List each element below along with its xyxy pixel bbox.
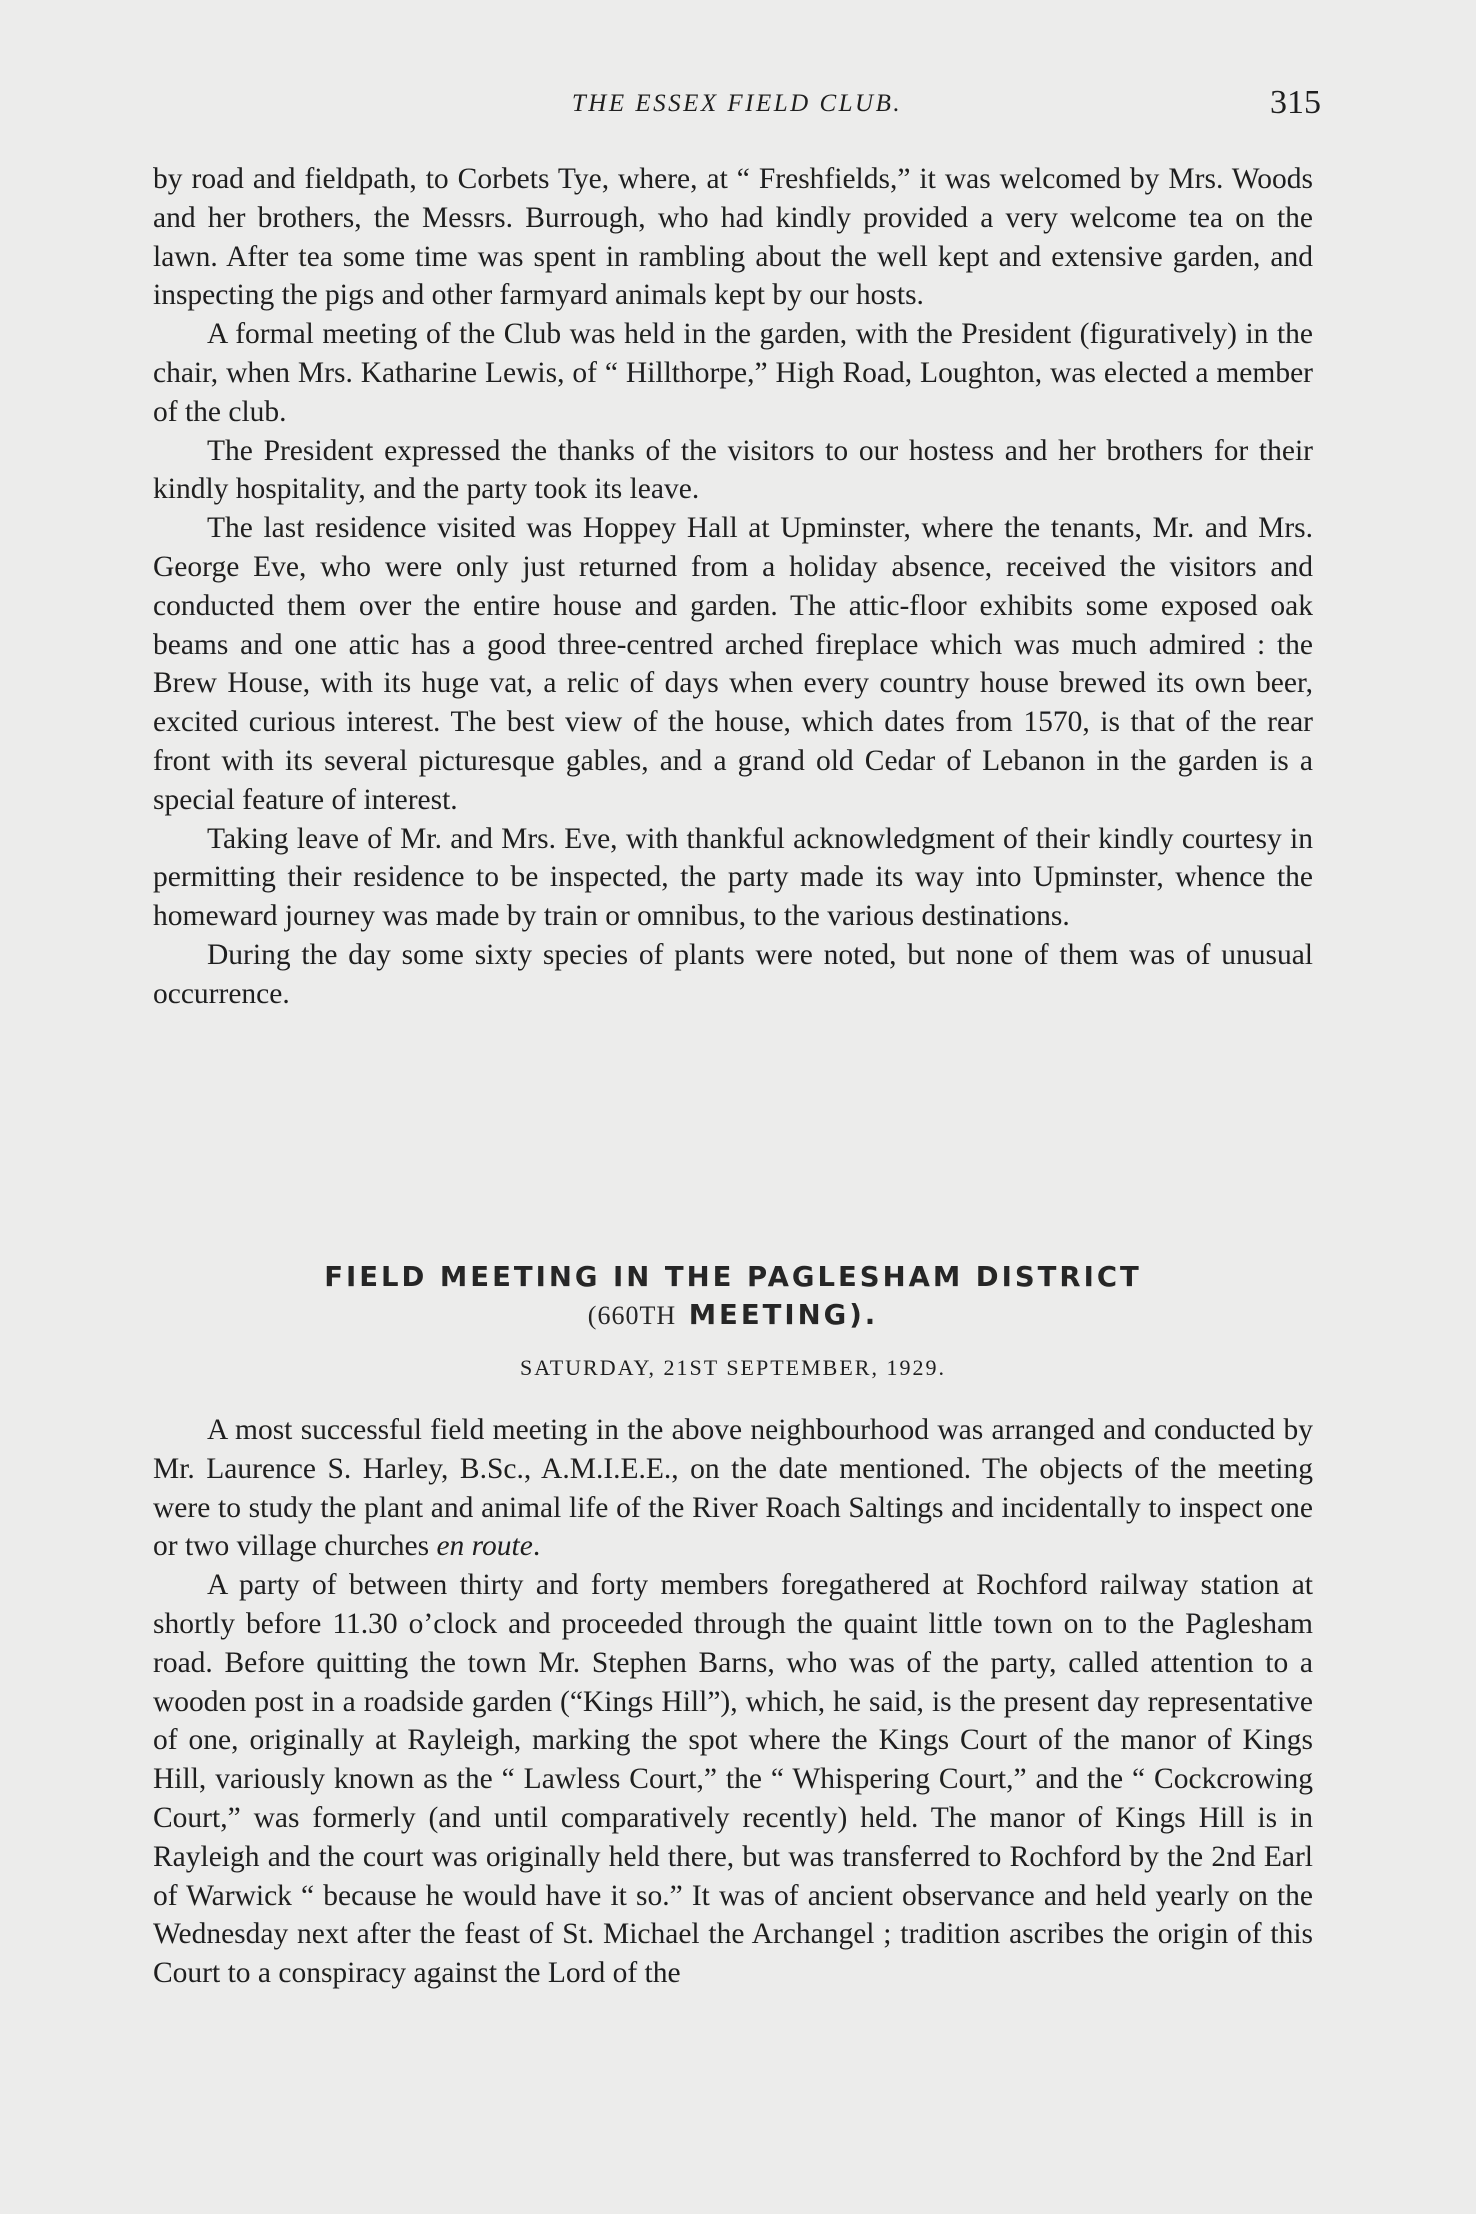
section-paglesham-meeting — [153, 1411, 1313, 1993]
section-heading: FIELD MEETING IN THE PAGLESHAM DISTRICT — [324, 1261, 1142, 1293]
page-header — [153, 86, 1321, 130]
page-number: 315 — [1270, 84, 1321, 121]
section-upminster-visit — [153, 160, 1313, 1014]
section-subheading — [153, 1296, 1313, 1335]
paragraph: by road and fieldpath, to Corbets Tye, where, at “ Freshfields,” it was welcomed by Mrs. Woods and her brothers, the Messrs. Burrough, who had kindly provided a very welcome tea on the lawn. After tea some time was spent in rambling about the well kept and extensive garden, and inspecting the pigs and other farmyard animals kept by our hosts. — [153, 163, 1313, 312]
paragraph: The President expressed the thanks of the visitors to our hostess and her brothers for their kindly hospitality, and the party took its leave. — [153, 434, 1313, 506]
italic-phrase: en route — [436, 1530, 533, 1563]
paragraph-text-end: . — [532, 1530, 541, 1563]
paragraph: A party of between thirty and forty members foregathered at Rochford railway station at shortly before 11.30 o’clock and proceeded through the quaint little town on to the Paglesham road. Before quitting the town Mr. Stephen Barns, who was of the party, called attention to a wooden post in a roadside garden (“Kings Hill”), which, he said, is the present day representative of one, originally at Rayleigh, marking the spot where the Kings Court of the manor of Kings Hill, variously known as the “ Lawless Court,” the “ Whispering Court,” and the “ Cockcrowing Court,” was formerly (and until comparatively recently) held. The manor of Kings Hill is in Rayleigh and the court was originally held there, but was transferred to Rochford by the 2nd Earl of Warwick “ because he would have it so.” It was of ancient observance and held yearly on the Wednesday next after the feast of St. Michael the Archangel ; tradition ascribes the origin of this Court to a conspiracy against the Lord of the — [153, 1569, 1313, 1990]
paragraph: During the day some sixty species of plants were noted, but none of them was of unusual occurrence. — [153, 938, 1313, 1010]
paragraph: The last residence visited was Hoppey Hall at Upminster, where the tenants, Mr. and Mrs. George Eve, who were only just returned from a holiday absence, received the visitors and conducted them over the entire house and garden. The attic-floor exhibits some exposed oak beams and one attic has a good three-centred arched fireplace which was much admired : the Brew House, with its huge vat, a relic of days when every country house brewed its own beer, excited curious interest. The best view of the house, which dates from 1570, is that of the rear front with its several picturesque gables, and a grand old Cedar of Lebanon in the garden is a special feature of interest. — [153, 512, 1313, 816]
paragraph — [153, 1411, 1313, 1566]
paragraph: Taking leave of Mr. and Mrs. Eve, with thankful acknowledgment of their kindly courtesy in permitting their residence to be inspected, the party made its way into Upminster, whence the homeward journey was made by train or omnibus, to the various destinations. — [153, 822, 1313, 933]
paragraph: A formal meeting of the Club was held in the garden, with the President (figuratively) in the chair, when Mrs. Katharine Lewis, of “ Hillthorpe,” High Road, Loughton, was elected a member of the club. — [153, 318, 1313, 428]
meeting-number: (660TH — [587, 1301, 677, 1330]
meeting-label: MEETING). — [688, 1299, 879, 1331]
running-head: THE ESSEX FIELD CLUB. — [571, 90, 903, 117]
paragraph-text: A most successful field meeting in the above neighbourhood was arranged and conducted by Mr. Laurence S. Harley, B.Sc., A.M.I.E.E., on the date mentioned. The objects of the meeting were to study the plant and animal life of the River Roach Saltings and incidentally to inspect one or two village churches — [153, 1414, 1313, 1563]
meeting-date: SATURDAY, 21ST SEPTEMBER, 1929. — [520, 1355, 946, 1380]
